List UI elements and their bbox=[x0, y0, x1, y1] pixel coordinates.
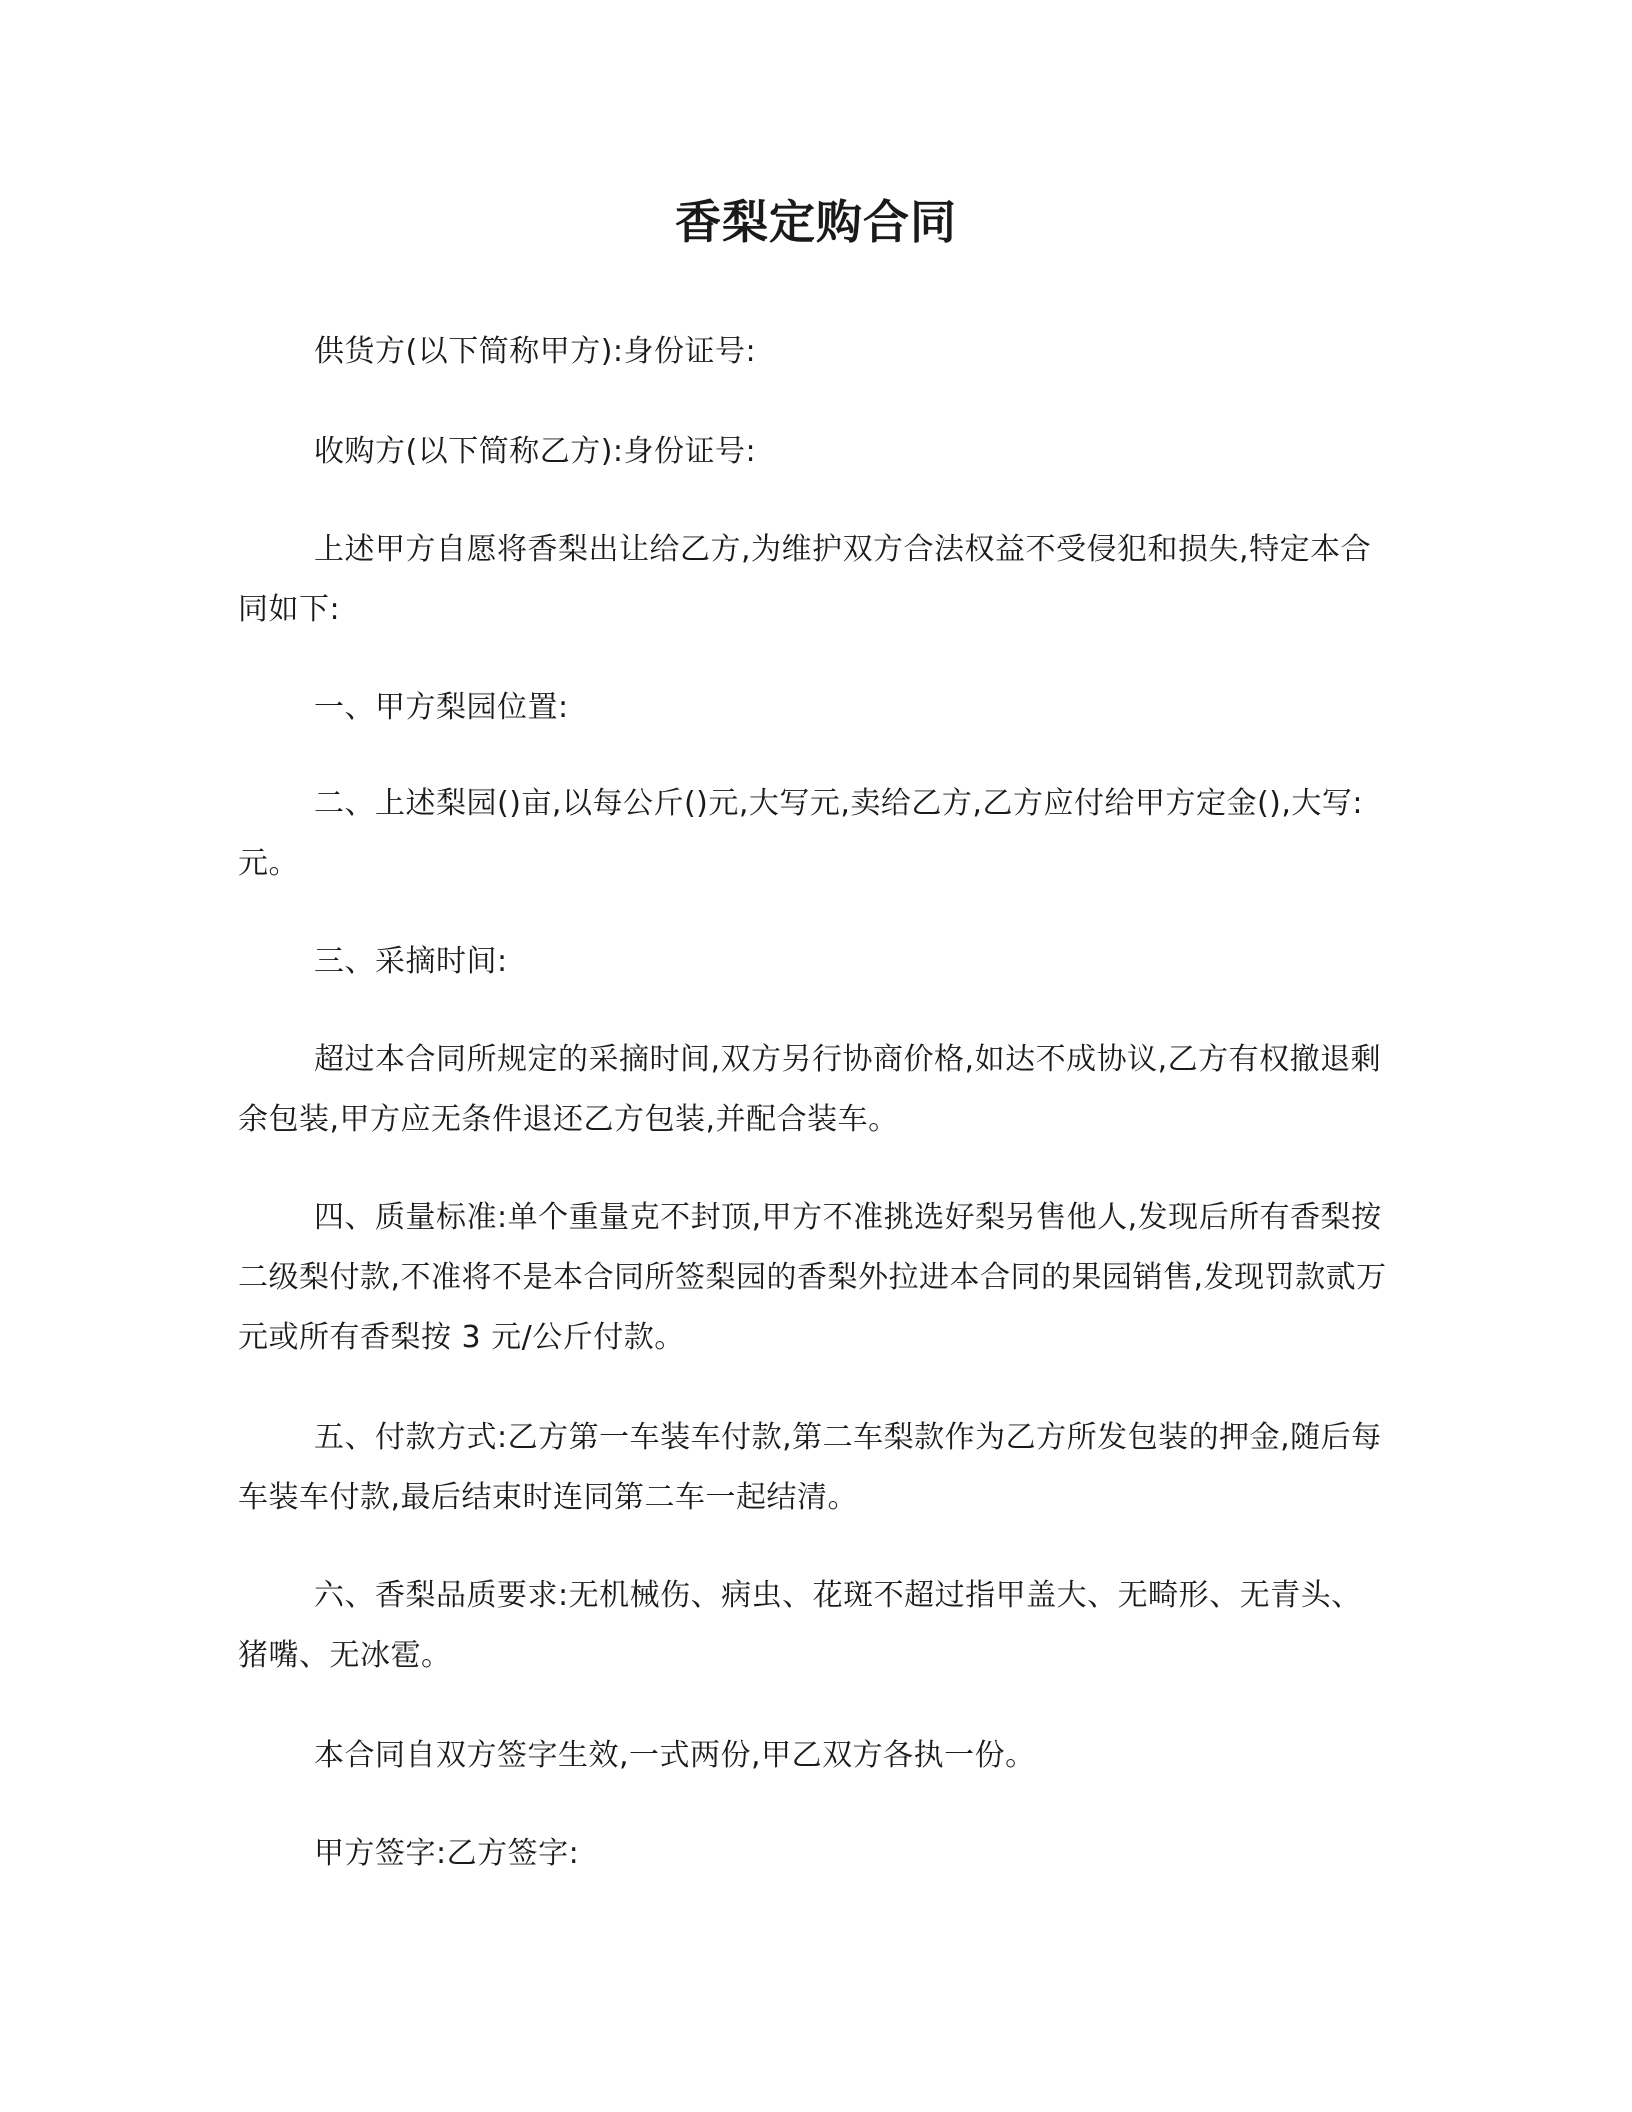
paragraph-buyer: 收购方(以下简称乙方):身份证号: bbox=[314, 434, 757, 469]
paragraph-signatures: 甲方签字:乙方签字: bbox=[314, 1836, 580, 1871]
paragraph-supplier: 供货方(以下简称甲方):身份证号: bbox=[314, 334, 757, 369]
paragraph-clause-2: 二、上述梨园()亩,以每公斤()元,大写元,卖给乙方,乙方应付给甲方定金(),大写:元。 bbox=[238, 786, 1364, 881]
paragraph-clause-5: 五、付款方式:乙方第一车装车付款,第二车梨款作为乙方所发包装的押金,随后每车装车付款,最后结束时连同第二车一起结清。 bbox=[238, 1420, 1382, 1515]
paragraph-effective: 本合同自双方签字生效,一式两份,甲乙双方各执一份。 bbox=[314, 1738, 1036, 1773]
document-title: 香梨定购合同 bbox=[675, 195, 957, 249]
paragraph-clause-4: 四、质量标准:单个重量克不封顶,甲方不准挑选好梨另售他人,发现后所有香梨按二级梨付款,不准将不是本合同所签梨园的香梨外拉进本合同的果园销售,发现罚款贰万元或所有香梨按 3 元/公斤付款。 bbox=[238, 1200, 1387, 1355]
paragraph-clause-1: 一、甲方梨园位置: bbox=[314, 690, 569, 725]
paragraph-preamble: 上述甲方自愿将香梨出让给乙方,为维护双方合法权益不受侵犯和损失,特定本合同如下: bbox=[238, 532, 1372, 627]
paragraph-clause-6: 六、香梨品质要求:无机械伤、病虫、花斑不超过指甲盖大、无畸形、无青头、猪嘴、无冰雹。 bbox=[238, 1578, 1362, 1673]
paragraph-clause-3: 三、采摘时间: bbox=[314, 944, 508, 979]
paragraph-clause-3-detail: 超过本合同所规定的采摘时间,双方另行协商价格,如达不成协议,乙方有权撤退剩余包装,甲方应无条件退还乙方包装,并配合装车。 bbox=[238, 1042, 1382, 1137]
